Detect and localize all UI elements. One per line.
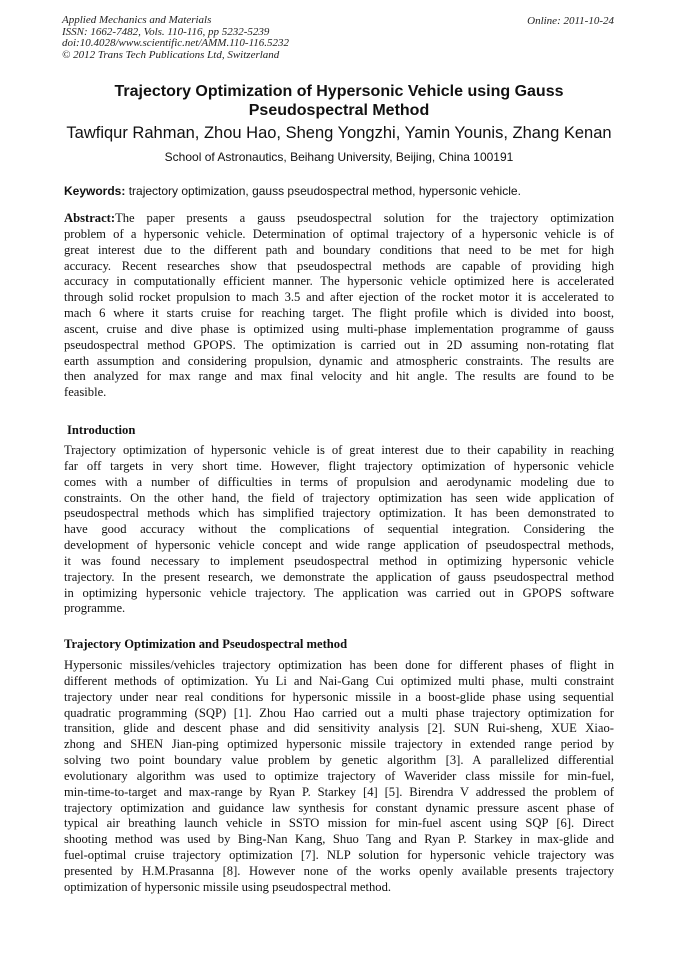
text-line [64,753,614,769]
text-line [64,769,614,785]
line-text: The paper presents a gauss pseudospectral solution for the trajectory optimization [115,211,614,225]
line-text: through solid rocket propulsion to mach 3.5 and after ejection of the rocket motor it is accelerated to [64,290,614,305]
line-text: zhong and SHEN Jian-ping optimized hypersonic missile trajectory in extended range period by [64,737,614,752]
text-line [64,832,614,848]
line-text: trajectory. In the present research, we demonstrate the application of gauss pseudospectral method [64,569,614,584]
journal-name: Applied Mechanics and Materials [62,14,212,26]
line-text: min-time-to-target and max-range by Ryan P. Starkey [4] [5]. Birendra V addressed the problem of [64,784,614,799]
text-line [64,338,614,354]
text-line [64,274,614,290]
text-line [64,506,614,522]
line-text: shooting method was used by Bing-Nan Kang, Shuo Tang and Ryan P. Starkey in max-glide and [64,832,614,847]
text-line [64,243,614,259]
text-line [64,706,614,722]
line-text: feasible. [64,385,107,400]
text-line [64,211,614,227]
line-text: then analyzed for max range and max final velocity and hit angle. The results are found to be [64,369,614,384]
text-line [64,475,614,491]
keywords-text: trajectory optimization, gauss pseudospectral method, hypersonic vehicle. [125,184,521,198]
line-text: fuel-optimal cruise trajectory optimization [7]. NLP solution for hypersonic vehicle trajectory was [64,848,614,863]
keywords-label: Keywords: [64,184,126,198]
line-text: typical air breathing launch vehicle in SSTO mission for min-fuel ascent using SQP [6]. Direct [64,816,614,831]
keywords [64,184,521,198]
text-line [64,443,614,459]
line-text: far off targets in very short time. However, flight trajectory optimization of hypersonic vehicle [64,458,614,473]
section-paragraph [64,658,614,896]
text-line [64,290,614,306]
line-text: development of hypersonic vehicle concept and wide range application of pseudospectral methods, [64,538,614,553]
line-text: optimization of hypersonic missile using pseudospectral method. [64,879,392,894]
text-line [64,227,614,243]
abstract-label: Abstract: [64,211,116,225]
line-text: problem of a hypersonic vehicle. Determination of optimal trajectory of a hypersonic vehicle is of [64,226,614,241]
text-line [64,658,614,674]
line-text: accuracy. Recent researches show that pseudospectral methods are capable of providing high [64,258,614,273]
line-text: constraints. On the other hand, the field of trajectory optimization has seen wide application of [64,490,614,505]
journal-header [62,15,289,61]
text-line [64,554,614,570]
paper-title [0,82,678,120]
line-text: Hypersonic missiles/vehicles trajectory optimization has been done for different phases of flight in [64,658,614,672]
issn: ISSN: 1662-7482, Vols. 110-116, pp 5232-5239 [62,25,270,38]
line-text: have good accuracy without the complications of sequential integration. Considering the [64,522,614,537]
text-line [64,816,614,832]
line-text: mach 6 where it starts cruise for reaching target. The flight profile which is divided into boost, [64,306,614,321]
line-text: evolutionary algorithm was used to optimize trajectory of Waverider class missile for min-fuel, [64,768,614,783]
intro-heading: Introduction [67,423,136,437]
line-text: great interest due to the different path and boundary conditions that need to be met for high [64,242,614,257]
text-line [64,880,614,896]
line-text: Trajectory optimization of hypersonic vehicle is of great interest due to their capability in reaching [64,443,614,457]
text-line [64,674,614,690]
text-line [64,369,614,385]
text-line [64,785,614,801]
line-text: trajectory under near real conditions for hypersonic missile in a boost-glide phase using sequential [64,689,614,704]
line-text: presented by H.M.Prasanna [8]. However none of the works openly available presents trajectory [64,863,614,878]
line-text: programme. [64,601,126,616]
affiliation: School of Astronautics, Beihang University, Beijing, China 100191 [164,150,514,164]
line-text: solving two point boundary value problem by genetic algorithm [3]. A parallelized differential [64,753,614,768]
line-text: accuracy in computationally efficient manner. The hypersonic vehicle optimized here is accelerated [64,274,614,289]
line-text: pseudospectral methods which has simplified trajectory optimization. It has been demonstrated to [64,506,614,521]
text-line [64,864,614,880]
text-line [64,306,614,322]
line-text: earth assumption and considering propulsion, dynamic and atmospheric constraints. The results are [64,353,614,368]
text-line [64,601,614,617]
text-line [64,801,614,817]
line-text: it was found necessary to implement pseudospectral method in optimizing hypersonic vehicle [64,553,614,568]
text-line [64,259,614,275]
title-line: Pseudospectral Method [248,102,430,119]
text-line [64,322,614,338]
line-text: trajectory optimization and guidance law synthesis for constant dynamic pressure ascent phase of [64,800,614,815]
doi: doi:10.4028/www.scientific.net/AMM.110-116.5232 [62,37,289,50]
text-line [64,737,614,753]
copyright: © 2012 Trans Tech Publications Ltd, Switzerland [62,48,280,61]
text-line [64,354,614,370]
text-line [64,721,614,737]
line-text: quadratic programming (SQP) [1]. Zhou Hao carried out a multi phase trajectory optimization for [64,705,614,720]
line-text: different methods of optimization. Yu Li and Nai-Gang Cui optimized multi phase, multi constraint [64,673,614,688]
introduction-paragraph [64,443,614,617]
line-text: in optimizing hypersonic vehicle trajectory. The application was carried out in GPOPS software [64,585,614,600]
text-line [64,385,614,401]
text-line [64,538,614,554]
text-line [64,522,614,538]
line-text: ascent, cruise and dive phase is optimized using multi-phase implementation programme of gauss [64,321,614,336]
title-line: Trajectory Optimization of Hypersonic Vehicle using Gauss [114,83,564,100]
section-heading: Trajectory Optimization and Pseudospectral method [64,637,348,651]
online-date: Online: 2011-10-24 [527,15,614,27]
line-text: transition, glide and descent phase and did sensitivity analysis [2]. SUN Rui-sheng, XUE Xiao- [64,721,614,736]
text-line [64,459,614,475]
line-text: comes with a number of difficulties in terms of propulsion and aerodynamic modeling due to [64,474,614,489]
text-line [64,586,614,602]
text-line [64,491,614,507]
text-line [64,570,614,586]
text-line [64,690,614,706]
line-text: pseudospectral method GPOPS. The optimization is carried out in 2D assuming non-rotating flat [64,337,614,352]
text-line [64,848,614,864]
abstract [64,211,614,401]
authors: Tawfiqur Rahman, Zhou Hao, Sheng Yongzhi, Yamin Younis, Zhang Kenan [66,124,612,142]
